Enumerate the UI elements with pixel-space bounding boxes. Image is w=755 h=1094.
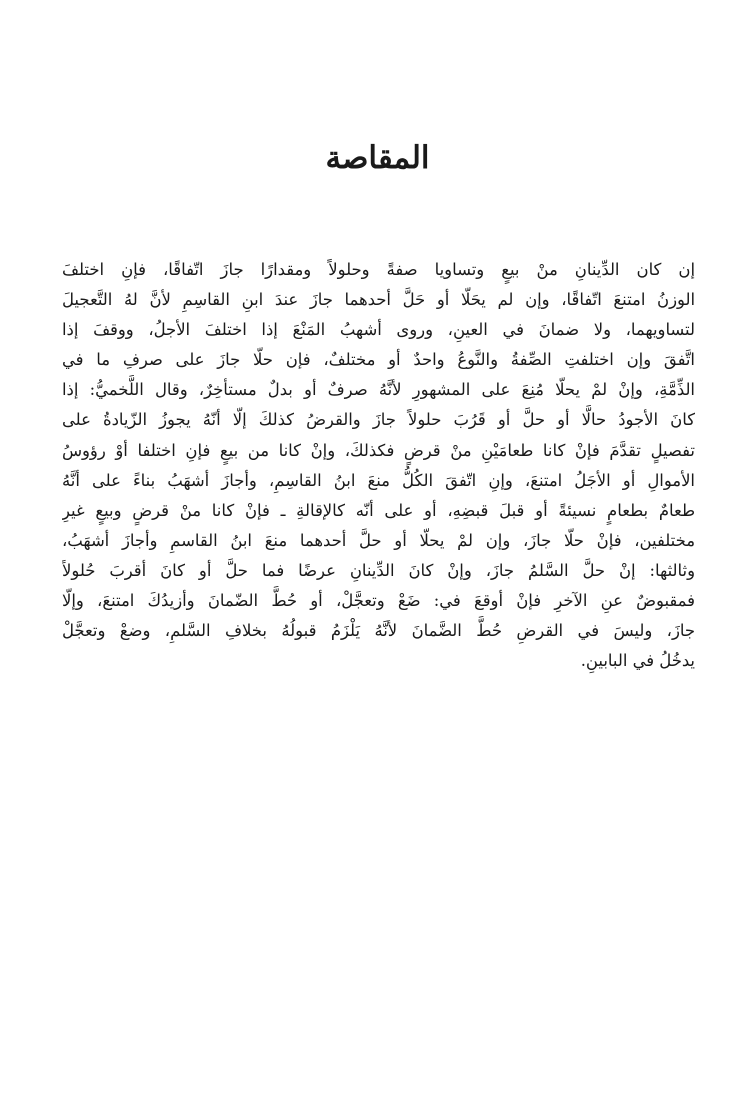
text-line: الأموالِ أو الأجَلُ امتنعَ، وإنِ اتّفقَ الكُلُّ منعَ ابنُ القاسِمِ، وأجازَ أشهَبُ بناءً على أنَّهُ <box>62 470 695 490</box>
text-line: إن كان الدِّينانِ منْ بيعٍ وتساويا صفةً وحلولاً ومقدارًا جازَ اتّفاقًا، فإنِ اختلفَ <box>62 260 695 279</box>
text-line: وثالثها: إنْ حلَّ السَّلمُ جازَ، وإنْ كانَ الدِّينانِ عرضًا فما حلَّ أو كانَ أقربَ حُلولاً <box>62 560 695 580</box>
text-line: الذِّمَّةِ، وإنْ لمْ يحلّا مُنِعَ على المشهورِ لأنَّهُ صرفٌ أو بدلٌ مستأخِرٌ، وقال اللَّخميُّ: إذا <box>62 380 695 400</box>
text-line: تفصيلٍ تقدَّمَ فإنْ كانا طعامَيْنِ منْ قرضٍ فكذلكَ، وإنْ كانا من بيعٍ فإنِ اختلفا أوْ رؤوسُ <box>62 440 695 460</box>
text-line: الوزنُ امتنعَ اتّفاقًا، وإن لم يحَلّا أو حَلَّ أحدهما جازَ عندَ ابنِ القاسِمِ لأنَّ لهُ التَّعجيلَ <box>62 290 695 310</box>
text-line: طعامٌ بطعامٍ نسيئةً أو قبلَ قبضِهِ، أو على أنّه كالإقالةِ ـ فإنْ كانا منْ قرضٍ وبيعٍ غيرِ <box>62 500 695 520</box>
text-line: كانَ الأجودُ حالًّا أو حلَّ أو قَرُبَ حلولاً جازَ والقرضُ كذلكَ إلّا أنّهُ يجوزُ الزّيادةُ على <box>62 410 695 430</box>
text-line: يدخُلُ في البابينِ. <box>580 651 695 671</box>
text-line: جازَ، وليسَ في القرضِ حُطَّ الضَّمانَ لأنَّهُ يَلْزَمُ قبولُهُ بخلافِ السَّلمِ، وضعْ وتعجَّلْ <box>62 621 695 641</box>
text-line: مختلفين، فإنْ حلّا جازَ، وإن لمْ يحلّا أو حلَّ أحدهما منعَ ابنُ القاسمِ وأجازَ أشهَبُ، <box>62 530 695 550</box>
page-title: المقاصة <box>325 140 430 176</box>
text-line: فمقبوضٌ عنِ الآخرِ فإنْ أوقعَ في: ضَعْ وتعجَّلْ، أو حُطَّ الضّمانَ وأزيدُكَ امتنعَ، وإلّا <box>62 591 695 611</box>
text-line: لتساويهما، ولا ضمانَ في العينِ، وروى أشهبُ المَنْعَ إذا اختلفَ الأجلُ، ووقفَ إذا <box>62 320 695 340</box>
text-line: اتَّفقَ وإن اختلفتِ الصِّفةُ والنَّوعُ واحدٌ أو مختلفٌ، فإن حلّا جازَ على صرفِ ما في <box>62 350 695 370</box>
body-paragraph <box>62 255 695 676</box>
